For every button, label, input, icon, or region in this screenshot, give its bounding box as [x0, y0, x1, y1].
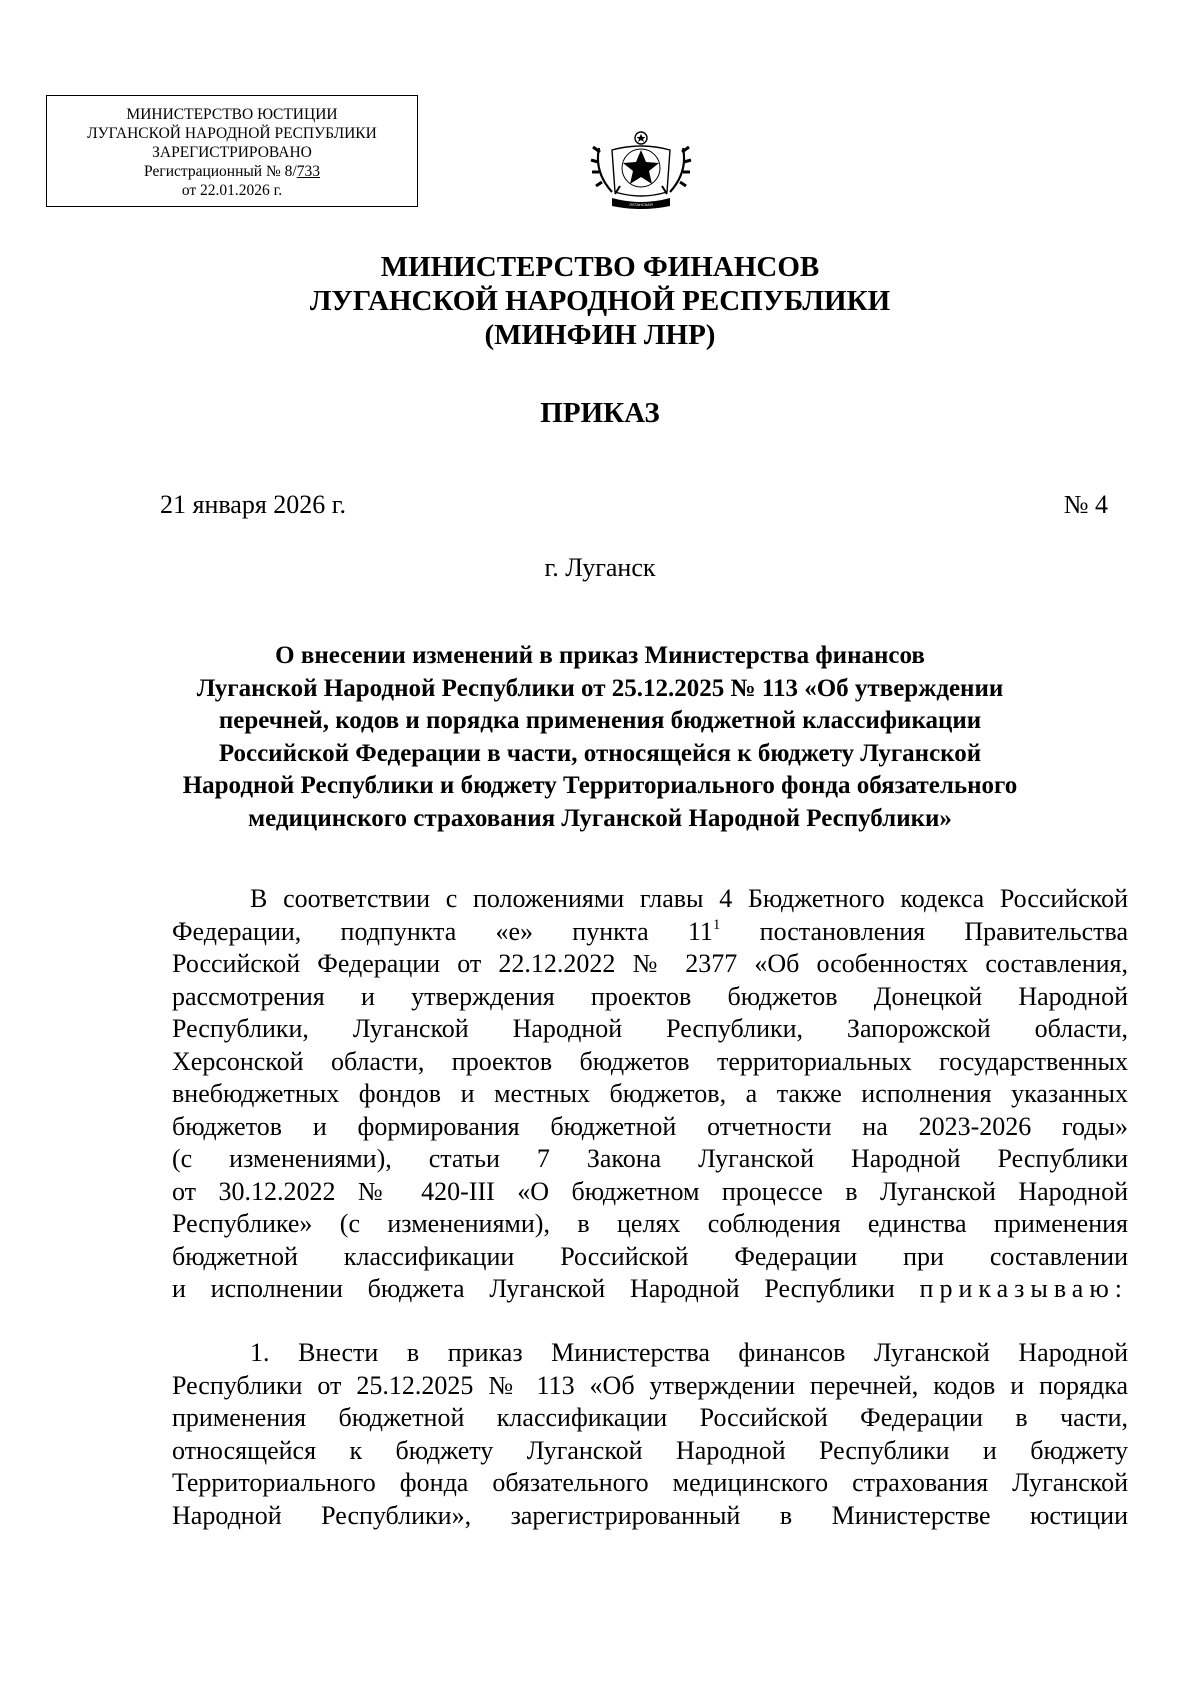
stamp-line-3: ЗАРЕГИСТРИРОВАНО — [152, 144, 312, 161]
stamp-registration-number: 733 — [296, 163, 320, 180]
paragraph-line: 1. Внести в приказ Министерства финансов Луганской Народной — [250, 1338, 1128, 1367]
order-number: № 4 — [1063, 490, 1108, 519]
preamble-paragraph — [172, 883, 1128, 1306]
subject-line: Луганской Народной Республики от 25.12.2025 № 113 «Об утверждении — [196, 674, 1004, 702]
stamp-registration-label: Регистрационный № 8/ — [144, 163, 297, 180]
subject-line: медицинского страхования Луганской Народной Республики» — [248, 804, 952, 832]
paragraph-line: Территориального фонда обязательного медицинского страхования Луганской — [172, 1468, 1128, 1497]
paragraph-line: Республики, Луганской Народной Республики, Запорожской области, — [172, 1014, 1128, 1043]
stamp-line-1: МИНИСТЕРСТВО ЮСТИЦИИ — [126, 106, 338, 123]
stamp-date: от 22.01.2026 г. — [181, 182, 283, 199]
order-city: г. Луганск — [544, 553, 656, 582]
paragraph-line: Республики от 25.12.2025 № 113 «Об утверждении перечней, кодов и порядка — [172, 1370, 1128, 1400]
paragraph-line: применения бюджетной классификации Российской Федерации в части, — [172, 1403, 1128, 1432]
paragraph-line — [172, 1273, 1128, 1306]
order-date: 21 января 2026 г. — [160, 490, 347, 519]
paragraph-line: Российской Федерации от 22.12.2022 № 2377 «Об особенностях составления, — [172, 949, 1128, 978]
subject-line: О внесении изменений в приказ Министерства финансов — [275, 642, 925, 669]
paragraph-line: Народной Республики», зарегистрированный в Министерстве юстиции — [172, 1500, 1128, 1530]
paragraph-line: от 30.12.2022 № 420-III «О бюджетном процессе в Луганской Народной — [172, 1176, 1128, 1206]
order-verb: приказываю: — [919, 1274, 1128, 1303]
superscript: 1 — [712, 916, 721, 933]
paragraph-line: внебюджетных фондов и местных бюджетов, а также исполнения указанных — [172, 1079, 1128, 1108]
ministry-line-1: МИНИСТЕРСТВО ФИНАНСОВ — [380, 251, 820, 283]
coat-of-arms-icon — [590, 120, 692, 212]
document-type-title: ПРИКАЗ — [540, 397, 660, 429]
paragraph-line: Херсонской области, проектов бюджетов территориальных государственных — [172, 1046, 1128, 1076]
paragraph-text: постановления Правительства — [720, 916, 1128, 946]
paragraph-line: Республике» (с изменениями), в целях соблюдения единства применения — [172, 1209, 1128, 1238]
subject-line: перечней, кодов и порядка применения бюджетной классификации — [218, 707, 982, 734]
paragraph-line — [172, 916, 1128, 949]
registration-stamp — [46, 95, 418, 207]
stamp-line-2: ЛУГАНСКОЙ НАРОДНОЙ РЕСПУБЛИКИ — [87, 125, 377, 142]
paragraph-line: бюджетной классификации Российской Федерации при составлении — [172, 1241, 1128, 1271]
paragraph-line: В соответствии с положениями главы 4 Бюджетного кодекса Российской — [250, 884, 1128, 913]
ministry-name — [250, 250, 950, 352]
paragraph-line: бюджетов и формирования бюджетной отчетности на 2023-2026 годы» — [172, 1111, 1128, 1141]
subject-line: Российской Федерации в части, относящейся к бюджету Луганской — [218, 739, 982, 767]
ministry-line-3: (МИНФИН ЛНР) — [484, 319, 716, 351]
stamp-registration — [47, 162, 417, 181]
paragraph-line: (с изменениями), статьи 7 Закона Луганской Народной Республики — [172, 1144, 1128, 1173]
order-subject — [150, 640, 1050, 835]
clause-1-paragraph — [172, 1337, 1128, 1532]
ministry-line-2: ЛУГАНСКОЙ НАРОДНОЙ РЕСПУБЛИКИ — [309, 285, 891, 317]
paragraph-line: относящейся к бюджету Луганской Народной Республики и бюджету — [172, 1435, 1128, 1465]
emblem-ribbon-label: ЛУГАНСКАЯ — [629, 202, 653, 207]
paragraph-text: и исполнении бюджета Луганской Народной Республики — [172, 1274, 920, 1303]
paragraph-text: Федерации, подпункта «е» пункта 11 — [172, 916, 713, 946]
subject-line: Народной Республики и бюджету Территориального фонда обязательного — [182, 772, 1018, 799]
paragraph-line: рассмотрения и утверждения проектов бюджетов Донецкой Народной — [172, 981, 1128, 1011]
